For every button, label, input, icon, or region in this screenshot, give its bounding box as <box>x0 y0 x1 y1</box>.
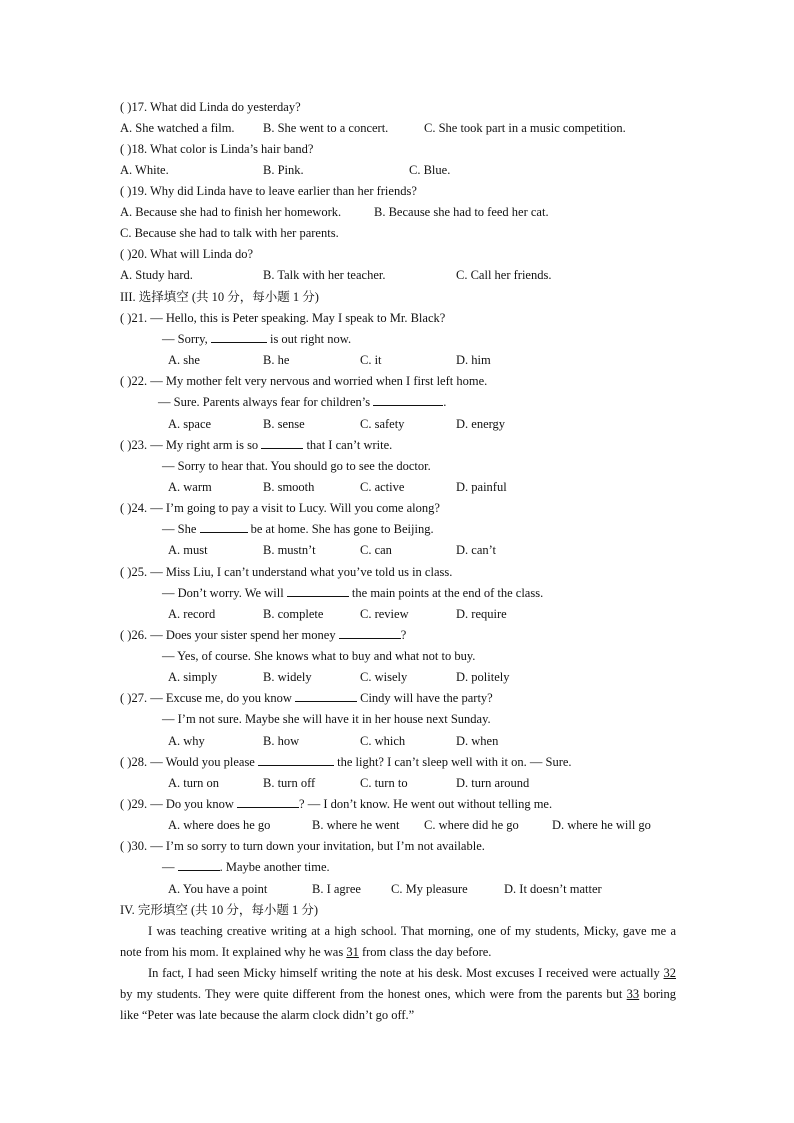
option-a: A. why <box>168 734 205 748</box>
passage-paragraph-1: I was teaching creative writing at a high school. That morning, one of my students, Micky, gave me a note from his mom. It explained why he was 31 from class the day before. <box>120 924 676 959</box>
question-25-reply: — Don’t worry. We will the main points at the end of the class. <box>162 586 544 600</box>
option-a: A. she <box>168 353 200 367</box>
option-b: B. he <box>263 353 290 367</box>
answer-blank <box>287 585 349 597</box>
option-a: A. Because she had to finish her homework. <box>120 205 342 219</box>
option-d: D. him <box>456 353 491 367</box>
question-23-options <box>0 479 794 495</box>
answer-blank <box>211 331 267 343</box>
option-b: B. sense <box>263 417 305 431</box>
option-a: A. turn on <box>168 776 220 790</box>
option-a: A. where does he go <box>168 818 271 832</box>
question-18-options <box>0 162 794 178</box>
question-23: ( )23. — My right arm is so that I can’t write. <box>120 438 393 452</box>
answer-blank <box>178 859 220 871</box>
passage-paragraph-2: In fact, I had seen Micky himself writing the note at his desk. Most excuses I received were actually 32 by my students. They were quite different from the honest ones, which were from the parents but 33 boring like “Peter was late because the alarm clock didn’t go off.” <box>120 966 677 1022</box>
question-26: ( )26. — Does your sister spend her money ? <box>120 628 407 642</box>
option-c: C. active <box>360 480 405 494</box>
question-24-options <box>0 542 794 558</box>
question-22-reply: — Sure. Parents always fear for children’s . <box>158 395 447 409</box>
question-28-options <box>0 775 794 791</box>
option-c: C. She took part in a music competition. <box>424 121 626 135</box>
answer-blank <box>261 437 303 449</box>
option-b: B. Pink. <box>263 163 304 177</box>
blank-number-31: 31 <box>346 945 359 959</box>
question-20-options <box>0 267 794 283</box>
option-d: D. turn around <box>456 776 530 790</box>
option-c: C. Call her friends. <box>456 268 552 282</box>
option-a: A. must <box>168 543 208 557</box>
option-c: C. where did he go <box>424 818 519 832</box>
blank-number-33: 33 <box>626 987 640 1001</box>
option-a: A. She watched a film. <box>120 121 235 135</box>
question-24: ( )24. — I’m going to pay a visit to Lucy. Will you come along? <box>120 501 440 515</box>
question-29: ( )29. — Do you know ? — I don’t know. He went out without telling me. <box>120 797 553 811</box>
question-26-reply: — Yes, of course. She knows what to buy and what not to buy. <box>162 649 476 663</box>
option-b: B. where he went <box>312 818 400 832</box>
question-27-reply: — I’m not sure. Maybe she will have it in her house next Sunday. <box>162 712 491 726</box>
option-c: C. Blue. <box>409 163 451 177</box>
option-b: B. mustn’t <box>263 543 316 557</box>
section-title-3: III. 选择填空 (共 10 分，每小题 1 分) <box>120 290 319 304</box>
option-c: C. My pleasure <box>391 882 468 896</box>
question-24-reply: — She be at home. She has gone to Beijing. <box>162 522 434 536</box>
question-27-options <box>0 733 794 749</box>
question-27: ( )27. — Excuse me, do you know Cindy will have the party? <box>120 691 493 705</box>
option-a: A. You have a point <box>168 882 268 896</box>
question-22-options <box>0 416 794 432</box>
option-b: B. widely <box>263 670 312 684</box>
blank-number-32: 32 <box>663 966 676 980</box>
option-b: B. I agree <box>312 882 361 896</box>
option-a: A. record <box>168 607 216 621</box>
option-d: D. where he will go <box>552 818 651 832</box>
question-30-options <box>0 881 794 897</box>
question-17-options <box>0 120 794 136</box>
option-b: B. Talk with her teacher. <box>263 268 386 282</box>
question-30-reply: — . Maybe another time. <box>162 860 330 874</box>
option-c: C. wisely <box>360 670 408 684</box>
question-25: ( )25. — Miss Liu, I can’t understand what you’ve told us in class. <box>120 565 453 579</box>
option-b: B. Because she had to feed her cat. <box>374 205 549 219</box>
option-c: C. it <box>360 353 382 367</box>
option-d: D. politely <box>456 670 510 684</box>
answer-blank <box>258 754 334 766</box>
question-29-options <box>0 817 794 833</box>
option-b: B. smooth <box>263 480 315 494</box>
option-c: C. turn to <box>360 776 408 790</box>
question-30: ( )30. — I’m so sorry to turn down your invitation, but I’m not available. <box>120 839 485 853</box>
option-c: C. review <box>360 607 409 621</box>
question-28: ( )28. — Would you please the light? I can’t sleep well with it on. — Sure. <box>120 755 572 769</box>
question-17: ( )17. What did Linda do yesterday? <box>120 100 301 114</box>
question-21-options <box>0 352 794 368</box>
section-title-4: IV. 完形填空 (共 10 分，每小题 1 分) <box>120 903 319 917</box>
option-a: A. White. <box>120 163 169 177</box>
option-b: B. complete <box>263 607 324 621</box>
option-c: C. safety <box>360 417 405 431</box>
answer-blank <box>373 394 443 406</box>
answer-blank <box>237 796 299 808</box>
answer-blank <box>339 627 401 639</box>
option-a: A. simply <box>168 670 218 684</box>
option-d: D. when <box>456 734 499 748</box>
option-d: D. It doesn’t matter <box>504 882 602 896</box>
option-b: B. She went to a concert. <box>263 121 389 135</box>
answer-blank <box>295 690 357 702</box>
question-18: ( )18. What color is Linda’s hair band? <box>120 142 314 156</box>
answer-blank <box>200 521 248 533</box>
option-a: A. Study hard. <box>120 268 193 282</box>
option-c: C. can <box>360 543 392 557</box>
question-19-options <box>0 204 794 220</box>
option-a: A. warm <box>168 480 212 494</box>
question-26-options <box>0 669 794 685</box>
option-c: C. which <box>360 734 406 748</box>
question-23-reply: — Sorry to hear that. You should go to see the doctor. <box>162 459 431 473</box>
question-21: ( )21. — Hello, this is Peter speaking. May I speak to Mr. Black? <box>120 311 446 325</box>
option-c: C. Because she had to talk with her parents. <box>120 226 339 240</box>
option-d: D. can’t <box>456 543 497 557</box>
option-d: D. energy <box>456 417 506 431</box>
question-20: ( )20. What will Linda do? <box>120 247 254 261</box>
option-b: B. turn off <box>263 776 316 790</box>
option-d: D. painful <box>456 480 507 494</box>
question-19: ( )19. Why did Linda have to leave earlier than her friends? <box>120 184 417 198</box>
option-a: A. space <box>168 417 212 431</box>
question-25-options <box>0 606 794 622</box>
question-21-reply: — Sorry, is out right now. <box>162 332 352 346</box>
question-22: ( )22. — My mother felt very nervous and worried when I first left home. <box>120 374 488 388</box>
option-b: B. how <box>263 734 300 748</box>
option-d: D. require <box>456 607 507 621</box>
